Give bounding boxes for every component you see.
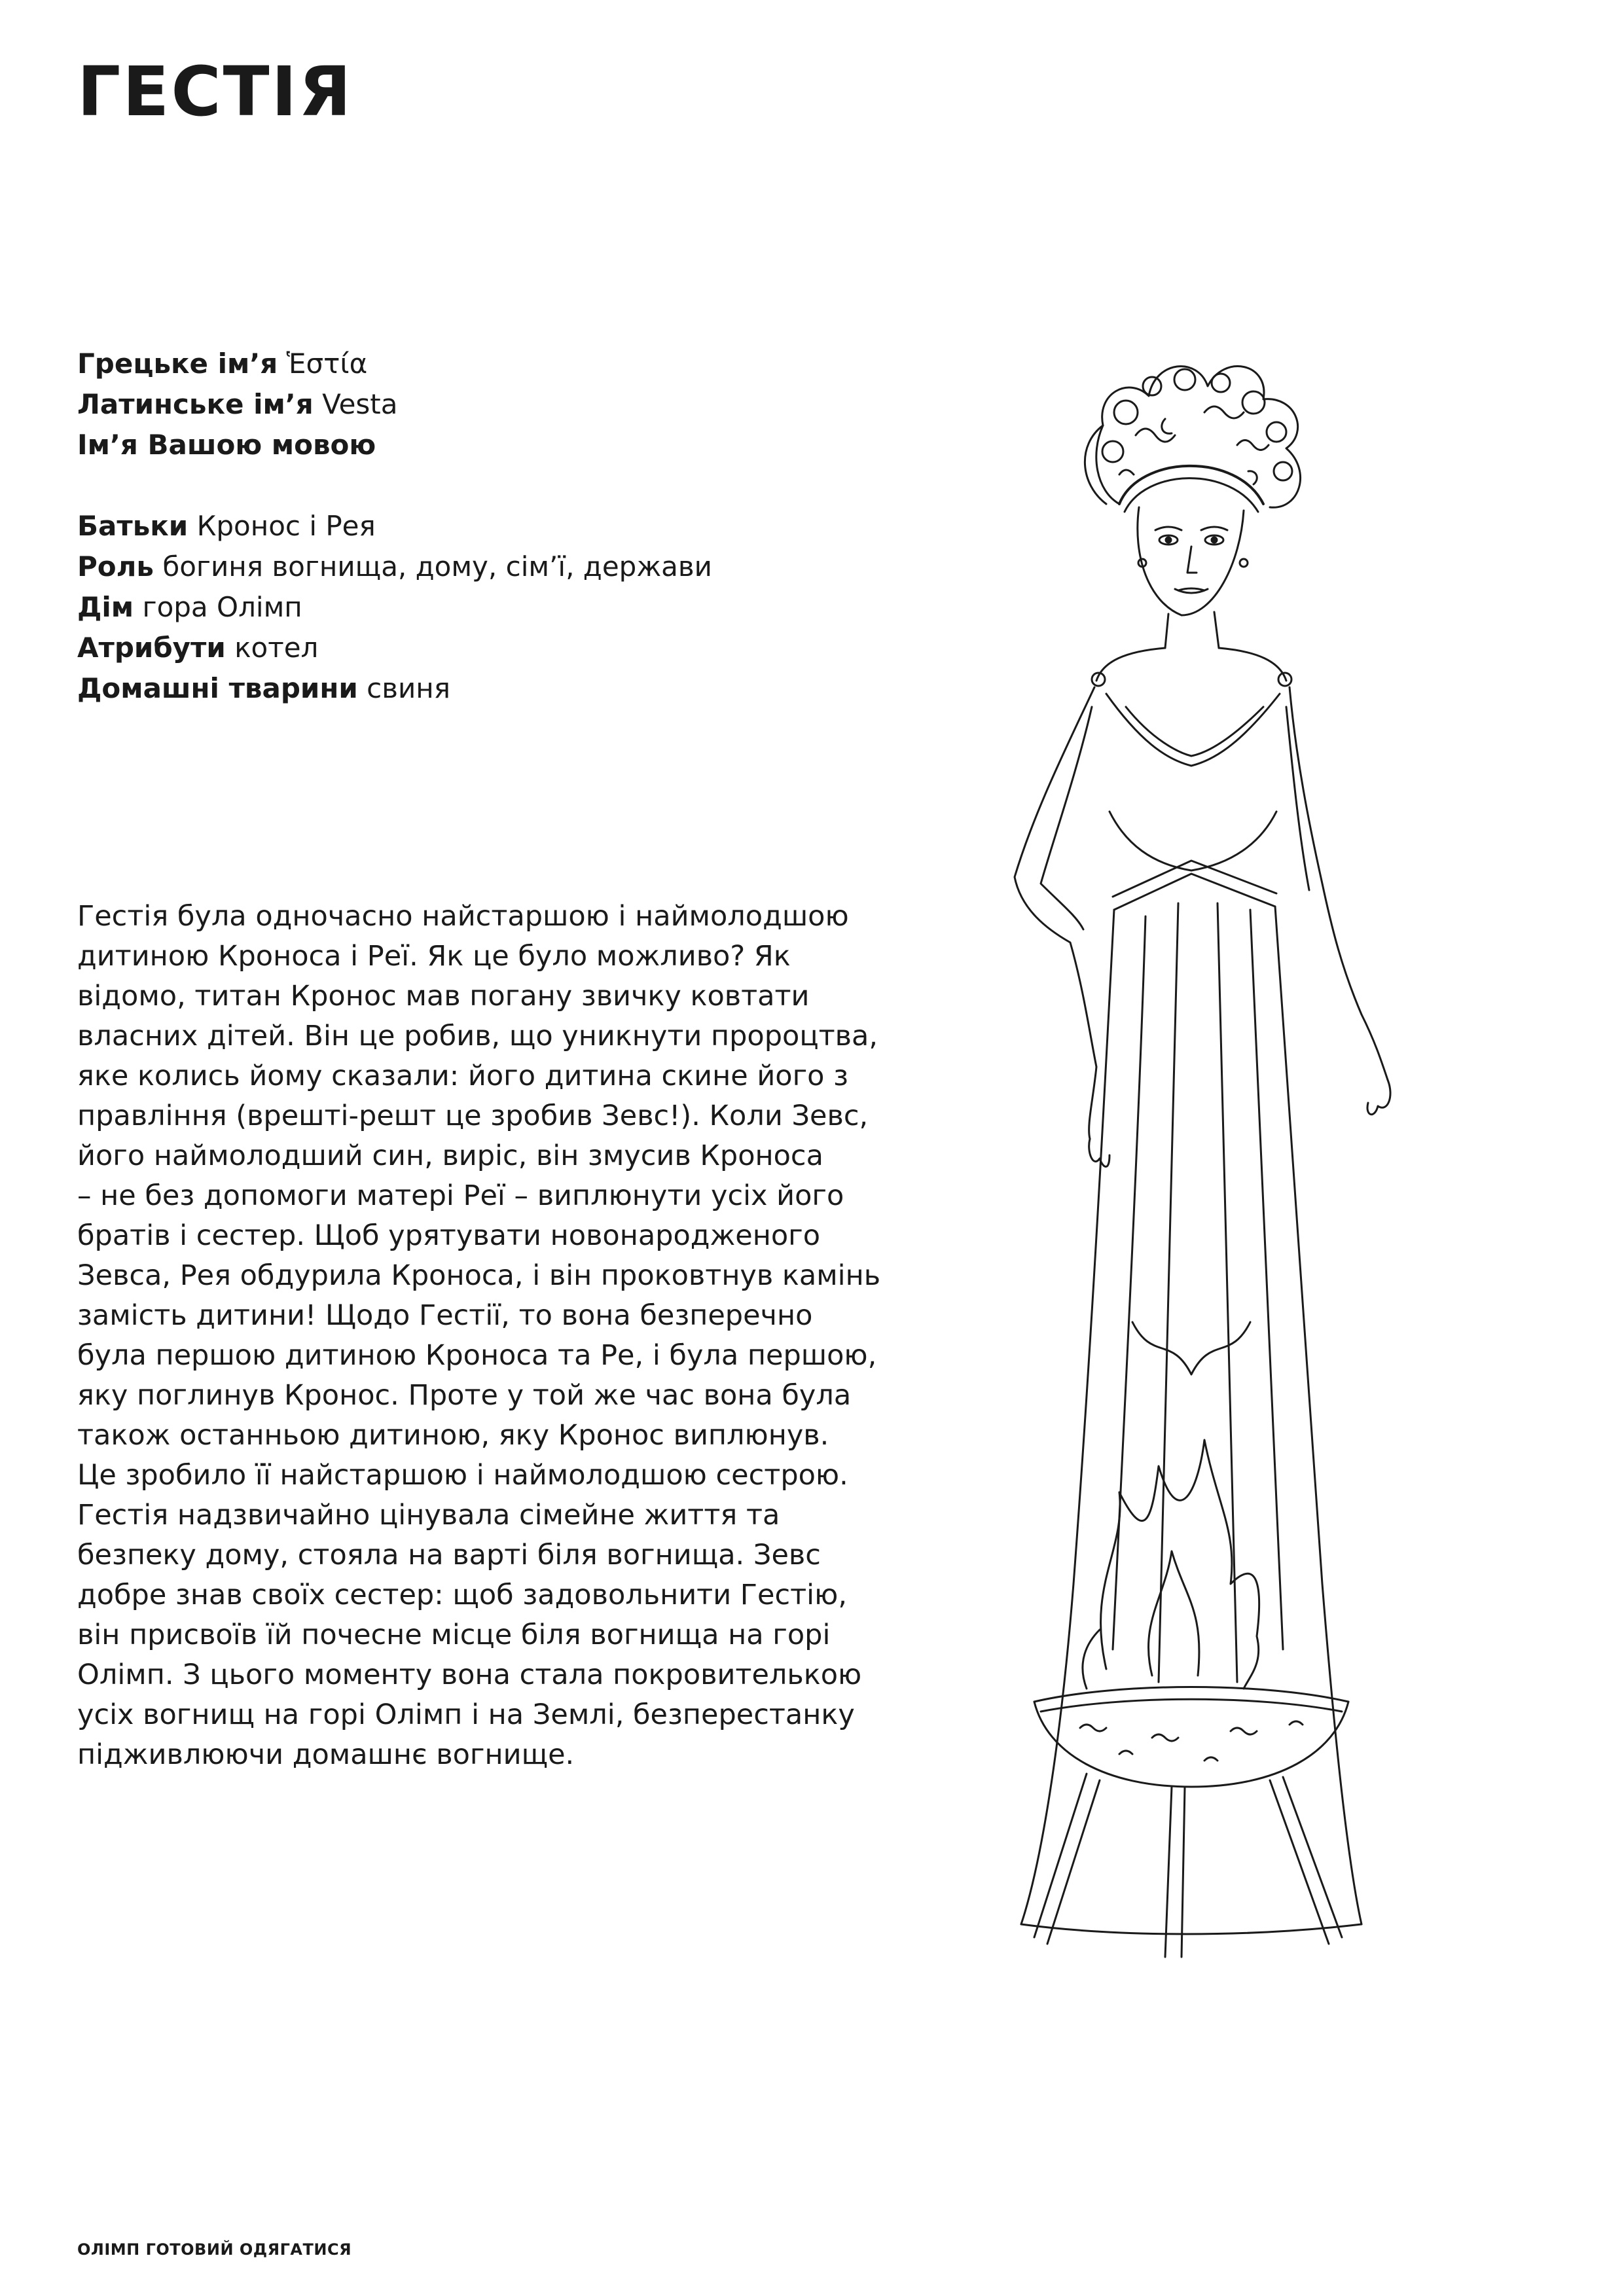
story-line: власних дітей. Він це робив, що уникнути пророцтва, (77, 1020, 878, 1052)
story-line: замість дитини! Щодо Гестії, то вона безперечно (77, 1299, 813, 1332)
attributes-value: котел (234, 632, 319, 664)
story-line: братів і сестер. Щоб урятувати новонародженого (77, 1219, 821, 1252)
parents-label: Батьки (77, 510, 189, 542)
your-language-name-label: Ім’я Вашою мовою (77, 429, 376, 461)
attributes-row (77, 628, 928, 668)
story-paragraph (77, 897, 915, 1775)
greek-name-value: Ἑστία (286, 348, 368, 380)
story-line: дитиною Кроноса і Реї. Як це було можливо? Як (77, 940, 791, 973)
gown-left-edge (1021, 910, 1114, 1924)
parents-row (77, 506, 928, 547)
left-arm (1015, 687, 1096, 1139)
story-line: його наймолодший син, виріс, він змусив Кроноса (77, 1139, 823, 1172)
pets-value: свиня (367, 672, 451, 704)
facts-spacer (77, 465, 928, 506)
story-line: була першою дитиною Кроноса та Ре, і була першою, (77, 1339, 877, 1372)
home-value: гора Олімп (142, 591, 302, 623)
greek-name-row (77, 344, 928, 384)
story-line: правління (врешті-решт це зробив Зевс!). Коли Зевс, (77, 1100, 869, 1132)
cauldron (1034, 1687, 1348, 1958)
story-line: безпеку дому, стояла на варті біля вогнища. Зевс (77, 1539, 821, 1571)
story-line: – не без допомоги матері Реї – виплюнути усіх його (77, 1179, 844, 1212)
story-line: яку поглинув Кронос. Проте у той же час вона була (77, 1379, 852, 1412)
facts-block (77, 344, 928, 709)
right-arm (1290, 687, 1388, 1080)
story-line: також останньою дитиною, яку Кронос виплюнув. (77, 1419, 829, 1452)
story-line: усіх вогнищ на горі Олімп і на Землі, безперестанку (77, 1698, 855, 1731)
belt (1113, 861, 1276, 897)
pets-row (77, 668, 928, 709)
story-line: Гестія надзвичайно цінувала сімейне життя та (77, 1499, 780, 1532)
role-value: богиня вогнища, дому, сім’ї, держави (162, 550, 712, 583)
home-label: Дім (77, 591, 134, 623)
latin-name-value: Vesta (322, 388, 398, 420)
home-row (77, 587, 928, 628)
story-line: Зевса, Рея обдурила Кроноса, і він проковтнув камінь (77, 1259, 881, 1292)
story-line: Це зробило її найстаршою і наймолодшою сестрою. (77, 1459, 848, 1492)
page-title: ГЕСТІЯ (77, 52, 353, 132)
attributes-label: Атрибути (77, 632, 226, 664)
story-line: відомо, титан Кронос мав погану звичку ковтати (77, 980, 810, 1013)
latin-name-label: Латинське ім’я (77, 388, 314, 420)
story-line: Олімп. З цього моменту вона стала покровителькою (77, 1659, 862, 1691)
your-language-name-row (77, 425, 928, 465)
latin-name-row (77, 384, 928, 425)
footer-caption: ОЛІМП ГОТОВИЙ ОДЯГАТИСЯ (77, 2240, 352, 2259)
role-label: Роль (77, 550, 154, 583)
story-line: Гестія була одночасно найстаршою і наймолодшою (77, 900, 849, 933)
hair-curls (1085, 367, 1300, 508)
role-row (77, 547, 928, 587)
parents-value: Кронос і Рея (196, 510, 376, 542)
story-line: підживлюючи домашнє вогнище. (77, 1738, 575, 1771)
gown-right-edge (1275, 906, 1362, 1924)
greek-name-label: Грецьке ім’я (77, 348, 278, 380)
story-line: добре знав своїх сестер: щоб задовольнити Гестію, (77, 1579, 847, 1611)
face-outline (1138, 507, 1244, 615)
story-line: яке колись йому сказали: його дитина скине його з (77, 1060, 849, 1092)
story-line: він присвоїв їй почесне місце біля вогнища на горі (77, 1619, 831, 1651)
hestia-illustration (956, 340, 1427, 1970)
pets-label: Домашні тварини (77, 672, 358, 704)
